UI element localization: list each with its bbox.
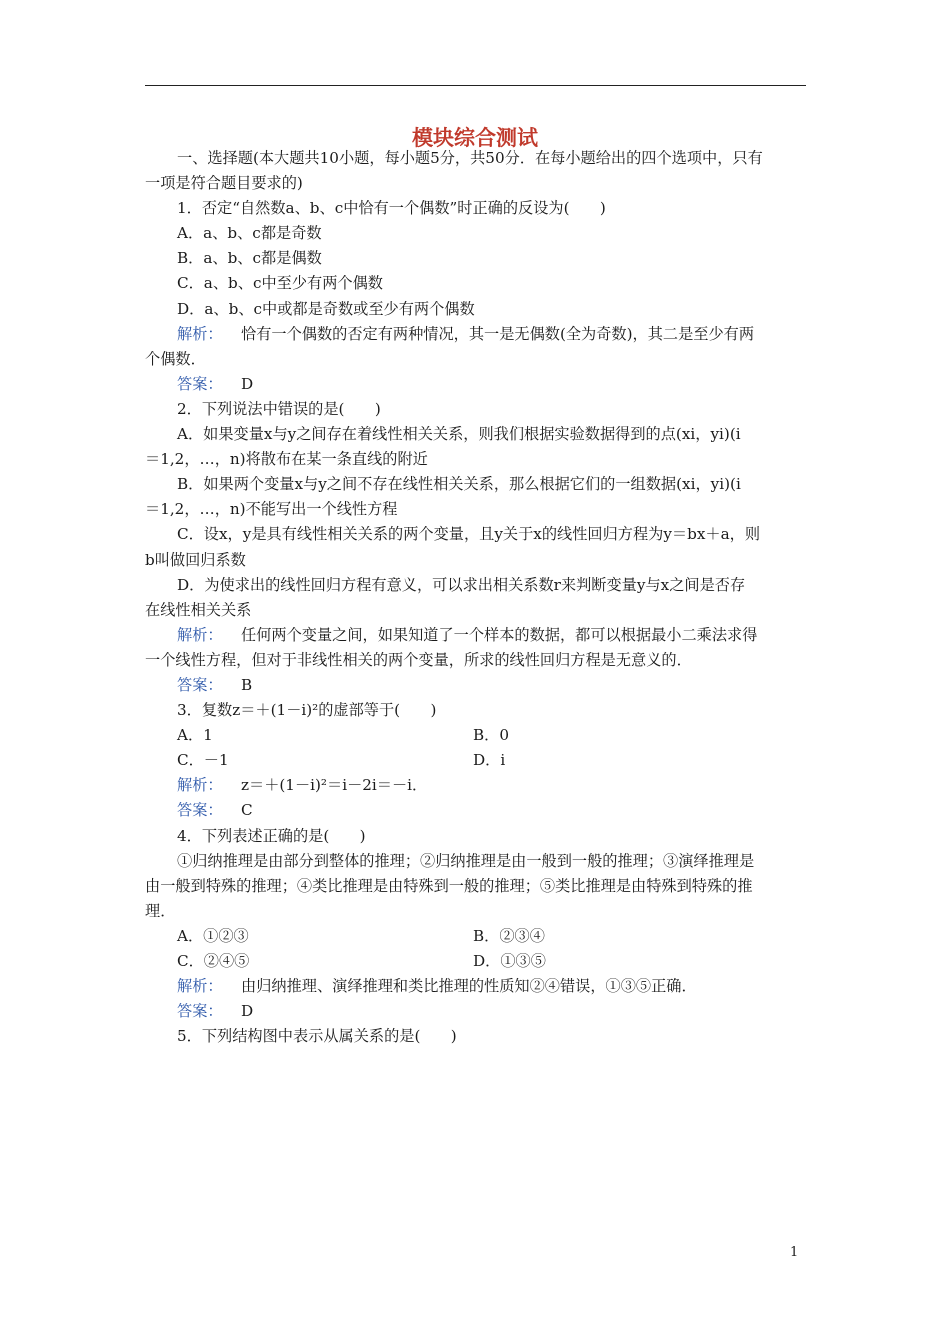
q2-option-a-cont: ＝1,2，…，n)将散布在某一条直线的附近 — [145, 450, 428, 469]
analysis-label: 解析： — [177, 977, 223, 996]
analysis-label: 解析： — [177, 776, 223, 795]
q3-option-d: D．i — [473, 751, 506, 770]
question-2: 2．下列说法中错误的是( ) — [177, 399, 381, 418]
analysis-label: 解析： — [177, 625, 223, 644]
q4-option-b: B．②③④ — [473, 926, 545, 945]
q1-answer — [145, 372, 806, 397]
q4-analysis — [145, 974, 806, 999]
page-title: 模块综合测试 — [412, 126, 538, 150]
q1-analysis-text: 恰有一个偶数的否定有两种情况，其一是无偶数(全为奇数)，其二是至少有两 — [241, 324, 755, 343]
answer-label: 答案： — [177, 374, 223, 393]
q3-options-row-1 — [145, 723, 806, 748]
q4-statement: ①归纳推理是由部分到整体的推理；②归纳推理是由一般到一般的推理；③演绎推理是 — [177, 851, 755, 870]
q3-option-a: A．1 — [177, 726, 213, 745]
q2-analysis — [145, 623, 806, 648]
question-4: 4．下列表述正确的是( ) — [177, 826, 366, 845]
analysis-label: 解析： — [177, 324, 223, 343]
q4-options-row-2 — [145, 949, 806, 974]
q3-option-c: C．－1 — [177, 751, 229, 770]
document-body — [145, 146, 806, 1049]
q2-analysis-text: 任何两个变量之间，如果知道了一个样本的数据，都可以根据最小二乘法求得 — [241, 625, 758, 644]
q1-option-b: B．a、b、c都是偶数 — [177, 249, 322, 268]
q2-option-b-cont: ＝1,2，…，n)不能写出一个线性方程 — [145, 500, 398, 519]
q2-option-d-cont: 在线性相关关系 — [145, 600, 252, 619]
q2-option-d: D．为使求出的线性回归方程有意义，可以求出相关系数r来判断变量y与x之间是否存 — [177, 575, 746, 594]
section-heading-cont: 一项是符合题目要求的) — [145, 174, 303, 193]
q1-answer-value: D — [241, 374, 254, 393]
page-number: 1 — [790, 1245, 799, 1260]
q1-option-d: D．a、b、c中或都是奇数或至少有两个偶数 — [177, 299, 475, 318]
q3-answer — [145, 798, 806, 823]
q2-answer-value: B — [241, 675, 253, 694]
q3-options-row-2 — [145, 748, 806, 773]
q2-option-c-cont: b叫做回归系数 — [145, 550, 246, 569]
q2-option-c: C．设x，y是具有线性相关关系的两个变量，且y关于x的线性回归方程为y＝bx＋a，则 — [177, 525, 761, 544]
q3-analysis-text: z＝＋(1－i)²＝i－2i＝－i． — [241, 776, 428, 795]
q4-answer-value: D — [241, 1002, 254, 1021]
question-3: 3．复数z＝＋(1－i)²的虚部等于( ) — [177, 701, 437, 720]
q4-options-row-1 — [145, 924, 806, 949]
header-rule — [145, 85, 806, 86]
section-heading: 一、选择题(本大题共10小题，每小题5分，共50分．在每小题给出的四个选项中，只有 — [177, 149, 763, 167]
q1-option-a: A．a、b、c都是奇数 — [177, 224, 322, 243]
q3-option-b: B．0 — [473, 726, 510, 745]
answer-label: 答案： — [177, 801, 223, 820]
q3-answer-value: C — [241, 801, 253, 820]
q1-analysis — [145, 322, 806, 347]
q4-statement-cont: 由一般到特殊的推理；④类比推理是由特殊到一般的推理；⑤类比推理是由特殊到特殊的推 — [145, 876, 753, 895]
answer-label: 答案： — [177, 1002, 223, 1021]
question-1: 1．否定“自然数a、b、c中恰有一个偶数”时正确的反设为( ) — [177, 199, 606, 218]
answer-label: 答案： — [177, 675, 223, 694]
q2-option-b: B．如果两个变量x与y之间不存在线性相关关系，那么根据它们的一组数据(xi，yi)(i — [177, 475, 741, 494]
question-5: 5．下列结构图中表示从属关系的是( ) — [177, 1027, 457, 1046]
q2-option-a: A．如果变量x与y之间存在着线性相关关系，则我们根据实验数据得到的点(xi，yi)(i — [177, 425, 741, 444]
q4-option-a: A．①②③ — [177, 926, 249, 945]
q4-statement-end: 理． — [145, 901, 176, 920]
q4-analysis-text: 由归纳推理、演绎推理和类比推理的性质知②④错误，①③⑤正确． — [241, 977, 697, 996]
q2-analysis-cont: 一个线性方程，但对于非线性相关的两个变量，所求的线性回归方程是无意义的． — [145, 650, 692, 669]
q4-option-d: D．①③⑤ — [473, 952, 546, 970]
q1-analysis-cont: 个偶数． — [145, 349, 206, 368]
q4-answer — [145, 999, 806, 1024]
q4-option-c: C．②④⑤ — [177, 952, 250, 970]
q2-answer — [145, 673, 806, 698]
q3-analysis — [145, 773, 806, 798]
q1-option-c: C．a、b、c中至少有两个偶数 — [177, 274, 383, 293]
